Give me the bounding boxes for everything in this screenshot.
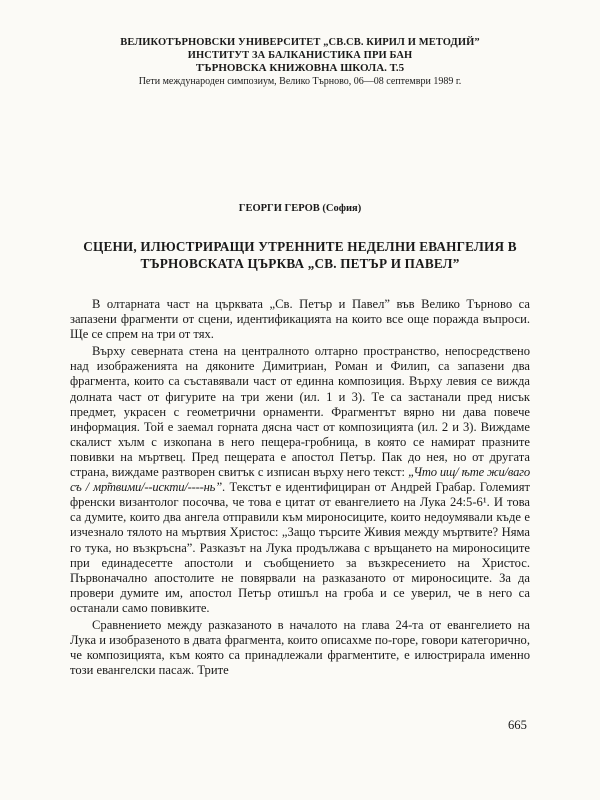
paragraph-2-part-b: . Текстът е идентифициран от Андрей Грабар. Големият френски византолог посочва, че това е цитат от евангелието на Лука 24:5-6¹. И това са думите, които два ангела отправили към мироносиците, които недоумявали къде е изчезнало тялото на мъртвия Христос: „Защо търсите Живия между мъртвите? Няма го тука, но възкръсна”. Разказът на Лука продължава с връщането на мироносиците при единадесетте апостоли и съобщението за възкресението на Христос. Първоначално апостолите не повярвали на разказаното от мироносиците. За да провери думите им, апостол Петър отишъл на гроба и се уверил, че в него са останали само повивките.	[70, 480, 530, 615]
article-title	[0, 238, 600, 272]
article-body	[70, 297, 530, 680]
symposium-info: Пети международен симпозиум, Велико Търново, 06—08 септември 1989 г.	[138, 76, 462, 87]
title-line-2: ТЪРНОВСКАТА ЦЪРКВА „СВ. ПЕТЪР И ПАВЕЛ”	[140, 256, 460, 271]
paragraph-3: Сравнението между разказаното в началото на глава 24-та от евангелието на Лука и изобразеното в двата фрагмента, които описахме по-горе, говори категорично, че композицията, към която са принадлежали фрагментите, е илюстрирала именно този евангелски пасаж. Трите	[70, 617, 530, 678]
old-slavonic-quote: „Что ищ/ ѣте жи/ваго съ / мр̃твими/--искти/----нь”	[70, 465, 530, 495]
author-name: ГЕОРГИ ГЕРОВ (София)	[238, 203, 362, 214]
paragraph-1: В олтарната част на църквата „Св. Петър и Павел” във Велико Търново са запазени фрагменти от сцени, идентификацията на които все още поражда въпроси. Ще се спрем на три от тях.	[70, 297, 530, 342]
title-line-1: СЦЕНИ, ИЛЮСТРИРАЩИ УТРЕННИТЕ НЕДЕЛНИ ЕВАНГЕЛИЯ В	[83, 239, 517, 254]
publication-header	[0, 36, 600, 88]
series-title: ТЪРНОВСКА КНИЖОВНА ШКОЛА. Т.5	[195, 62, 405, 74]
paragraph-2	[70, 344, 530, 616]
university-name: ВЕЛИКОТЪРНОВСКИ УНИВЕРСИТЕТ „СВ.СВ. КИРИЛ И МЕТОДИЙ”	[120, 37, 480, 48]
institute-name: ИНСТИТУТ ЗА БАЛКАНИСТИКА ПРИ БАН	[187, 50, 413, 61]
paragraph-2-part-a: Върху северната стена на централното олтарно пространство, непосредствено над изображенията на дяконите Димитриан, Роман и Филип, са запазени два фрагмента, които са съставявали част от единна композиция. Върху левия се вижда долната част от фигурите на три жени (ил. 1 и 3). Те са застанали пред нисък предмет, украсен с геометрични орнаменти. Фрагментът вярно ни дава повече информация. Той е заемал горната дясна част от композицията (ил. 2 и 3). Виждаме скалист хълм с изкопана в него пещера-гробница, в която се намират празните повивки на мъртвец. Пред пещерата е апостол Петър. Пак до нея, но от другата страна, виждаме разтворен свитък с изписан върху него текст:	[70, 344, 530, 480]
page-number: 665	[508, 718, 527, 732]
